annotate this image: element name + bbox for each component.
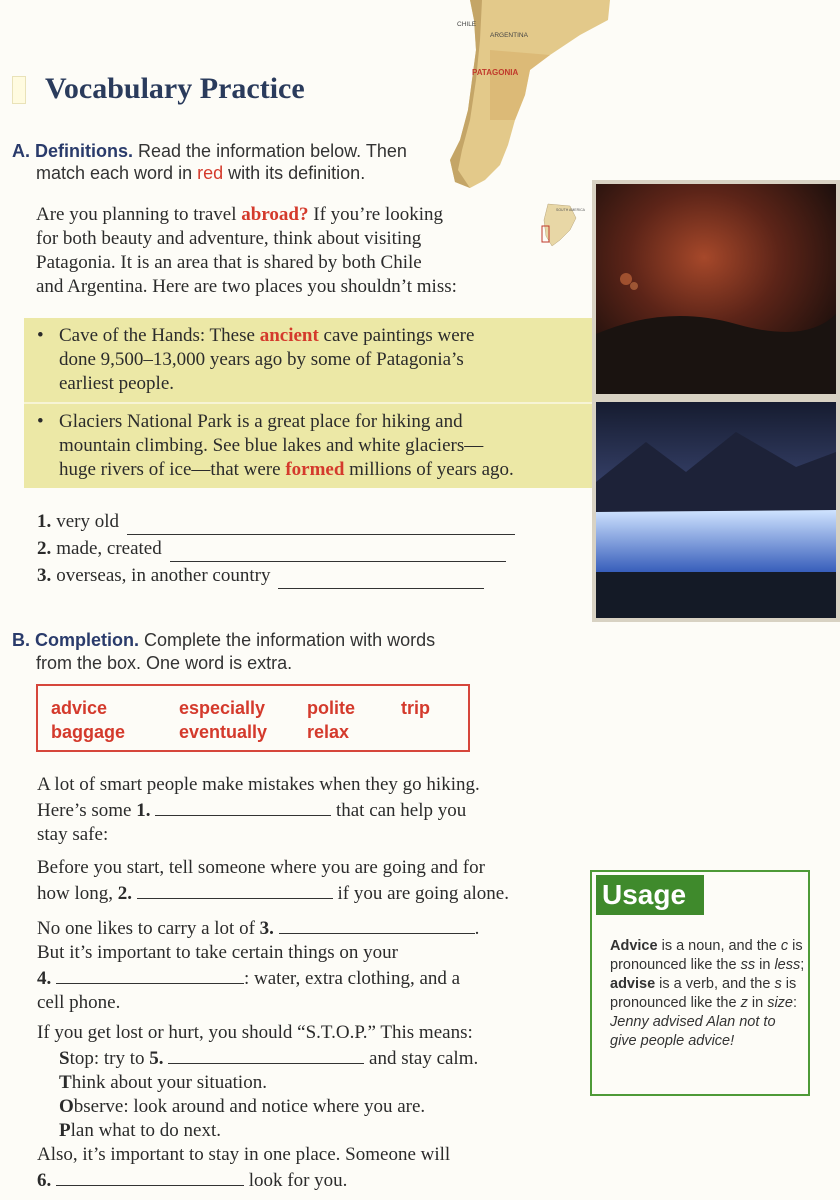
p3-line1b: . bbox=[474, 918, 480, 939]
usage-less: less bbox=[774, 957, 801, 973]
item-number: 3. bbox=[37, 565, 52, 586]
intro-line-1 bbox=[36, 203, 536, 227]
bullet-2-line3a: huge rivers of ice—that were bbox=[59, 459, 281, 480]
usage-z: z bbox=[740, 995, 748, 1011]
bullet-1b: cave paintings were bbox=[323, 325, 475, 346]
usage-t8: : bbox=[792, 995, 798, 1011]
usage-word-advice: Advice bbox=[610, 938, 658, 954]
section-a-heading bbox=[12, 140, 407, 162]
word-box bbox=[36, 684, 470, 752]
blank-number: 2. bbox=[117, 883, 132, 904]
map-label-chile: CHILE bbox=[457, 21, 477, 28]
definition-item bbox=[37, 562, 537, 589]
answer-blank[interactable] bbox=[170, 543, 506, 562]
section-b-instr-1: Complete the information with words bbox=[144, 630, 436, 650]
p4-line1: If you get lost or hurt, you should “S.T.O.P.” This means: bbox=[37, 1022, 473, 1043]
intro-1a: Are you planning to travel bbox=[36, 204, 237, 225]
section-a-instr-1: Read the information below. Then bbox=[138, 141, 407, 161]
usage-word-advise: advise bbox=[610, 976, 656, 992]
stop-o-rest: bserve: look around and notice where you are. bbox=[73, 1096, 426, 1117]
usage-c: c bbox=[780, 938, 789, 954]
usage-t6: is pronounced like the bbox=[610, 976, 797, 1011]
answer-blank-5[interactable] bbox=[168, 1045, 364, 1064]
item-text: very old bbox=[56, 511, 120, 532]
p5-line1: Also, it’s important to stay in one place. Someone will bbox=[37, 1144, 451, 1165]
intro-paragraph bbox=[36, 203, 536, 299]
section-a-instr-2-pre: match each word in bbox=[36, 163, 193, 183]
blank-number: 1. bbox=[136, 800, 151, 821]
item-number: 2. bbox=[37, 538, 52, 559]
locator-label: SOUTH AMERICA bbox=[556, 208, 585, 212]
section-a-heading-line2 bbox=[36, 162, 365, 184]
p3-line2: But it’s important to take certain things on your bbox=[37, 942, 398, 963]
cave-image bbox=[596, 184, 836, 394]
usage-title: Usage bbox=[596, 875, 704, 915]
p1-line2b: that can help you bbox=[335, 800, 467, 821]
bullet-dot: • bbox=[37, 411, 44, 432]
stop-letter-s: S bbox=[59, 1048, 70, 1069]
answer-blank-2[interactable] bbox=[137, 880, 333, 899]
title-marker bbox=[12, 76, 26, 104]
bullet-2-line3b: millions of years ago. bbox=[349, 459, 514, 480]
word-trip: trip bbox=[401, 698, 430, 718]
bullet-cave-of-hands bbox=[37, 324, 589, 396]
usage-t5: is a verb, and the bbox=[655, 976, 775, 992]
word-baggage: baggage bbox=[51, 722, 126, 742]
patagonia-map bbox=[430, 0, 610, 190]
p3-line4: cell phone. bbox=[37, 992, 121, 1013]
bullet-1a: Cave of the Hands: These bbox=[59, 325, 255, 346]
p1-line1: A lot of smart people make mistakes when they go hiking. bbox=[37, 774, 480, 795]
completion-p4 bbox=[37, 1021, 582, 1193]
glacier-image bbox=[596, 402, 836, 618]
section-a-label: A. Definitions. bbox=[12, 141, 133, 161]
answer-blank-3[interactable] bbox=[279, 915, 475, 934]
item-text: made, created bbox=[56, 538, 162, 559]
intro-line-4: and Argentina. Here are two places you shouldn’t miss: bbox=[36, 276, 457, 297]
bullet-2-line1: Glaciers National Park is a great place for hiking and bbox=[59, 411, 463, 432]
stop-p-rest: lan what to do next. bbox=[70, 1120, 221, 1141]
p2-line2b: if you are going alone. bbox=[337, 883, 509, 904]
p5-line2b: look for you. bbox=[248, 1170, 348, 1191]
usage-size: size bbox=[767, 995, 793, 1011]
blank-number: 6. bbox=[37, 1170, 52, 1191]
usage-t1: is a noun, and the bbox=[657, 938, 781, 954]
word-advice: advice bbox=[51, 698, 108, 718]
intro-line-3: Patagonia. It is an area that is shared by both Chile bbox=[36, 252, 422, 273]
stop-letter-o: O bbox=[59, 1096, 74, 1117]
answer-blank-6[interactable] bbox=[56, 1167, 244, 1186]
usage-ss: ss bbox=[740, 957, 756, 973]
p3-line1a: No one likes to carry a lot of bbox=[37, 918, 255, 939]
bullet-1-line3: earliest people. bbox=[59, 373, 175, 394]
bullet-dot: • bbox=[37, 325, 44, 346]
bullet-1-line2: done 9,500–13,000 years ago by some of Patagonia’s bbox=[59, 349, 464, 370]
bullet-2-line2: mountain climbing. See blue lakes and white glaciers— bbox=[59, 435, 484, 456]
answer-blank[interactable] bbox=[127, 516, 515, 535]
definition-list bbox=[37, 508, 537, 589]
usage-example: Jenny advised Alan not to give people advice! bbox=[610, 1014, 776, 1049]
usage-s: s bbox=[774, 976, 782, 992]
word-eventually: eventually bbox=[179, 722, 268, 742]
cave-of-hands-photo bbox=[592, 180, 840, 398]
map-label-patagonia: PATAGONIA bbox=[472, 68, 519, 77]
usage-t3: in bbox=[755, 957, 775, 973]
intro-1b: If you’re looking bbox=[313, 204, 444, 225]
blank-number: 5. bbox=[149, 1048, 164, 1069]
word-ancient: ancient bbox=[259, 325, 319, 346]
stop-letter-p: P bbox=[59, 1120, 71, 1141]
section-b-instr-2: from the box. One word is extra. bbox=[36, 653, 293, 673]
answer-blank-4[interactable] bbox=[56, 965, 244, 984]
highlight-divider bbox=[24, 402, 596, 404]
section-b-heading bbox=[12, 629, 435, 651]
p2-line1: Before you start, tell someone where you are going and for bbox=[37, 857, 485, 878]
usage-t7: in bbox=[747, 995, 768, 1011]
p1-line3: stay safe: bbox=[37, 824, 109, 845]
p2-line2a: how long, bbox=[37, 883, 113, 904]
item-text: overseas, in another country bbox=[56, 565, 271, 586]
definition-item bbox=[37, 508, 537, 535]
stop-t-rest: hink about your situation. bbox=[71, 1072, 267, 1093]
section-b-label: B. Completion. bbox=[12, 630, 139, 650]
answer-blank[interactable] bbox=[278, 570, 484, 589]
word-relax: relax bbox=[307, 722, 350, 742]
blank-number: 3. bbox=[259, 918, 274, 939]
bullet-glaciers bbox=[37, 410, 594, 482]
intro-line-2: for both beauty and adventure, think about visiting bbox=[36, 228, 422, 249]
answer-blank-1[interactable] bbox=[155, 797, 331, 816]
completion-p1 bbox=[37, 773, 577, 847]
locator-map bbox=[530, 200, 590, 250]
definition-item bbox=[37, 535, 537, 562]
section-a-instr-2-red: red bbox=[197, 163, 224, 183]
word-especially: especially bbox=[179, 698, 266, 718]
p3-line3b: : water, extra clothing, and a bbox=[244, 968, 461, 989]
item-number: 1. bbox=[37, 511, 52, 532]
usage-text bbox=[610, 937, 806, 1051]
usage-t4: ; bbox=[800, 957, 805, 973]
map-label-argentina: ARGENTINA bbox=[490, 32, 528, 39]
glacier-photo bbox=[592, 398, 840, 622]
section-a-instr-2-post: with its definition. bbox=[228, 163, 366, 183]
blank-number: 4. bbox=[37, 968, 52, 989]
word-abroad: abroad? bbox=[241, 204, 309, 225]
word-polite: polite bbox=[307, 698, 355, 718]
completion-p2 bbox=[37, 856, 582, 906]
completion-p3 bbox=[37, 915, 577, 1015]
usage-t2: is pronounced like the bbox=[610, 938, 803, 973]
page-title: Vocabulary Practice bbox=[45, 72, 305, 105]
p1-line2a: Here’s some bbox=[37, 800, 132, 821]
stop-letter-t: T bbox=[59, 1072, 72, 1093]
stop-line-a: top: try to bbox=[69, 1048, 145, 1069]
word-formed: formed bbox=[285, 459, 345, 480]
stop-line-b: and stay calm. bbox=[369, 1048, 479, 1069]
